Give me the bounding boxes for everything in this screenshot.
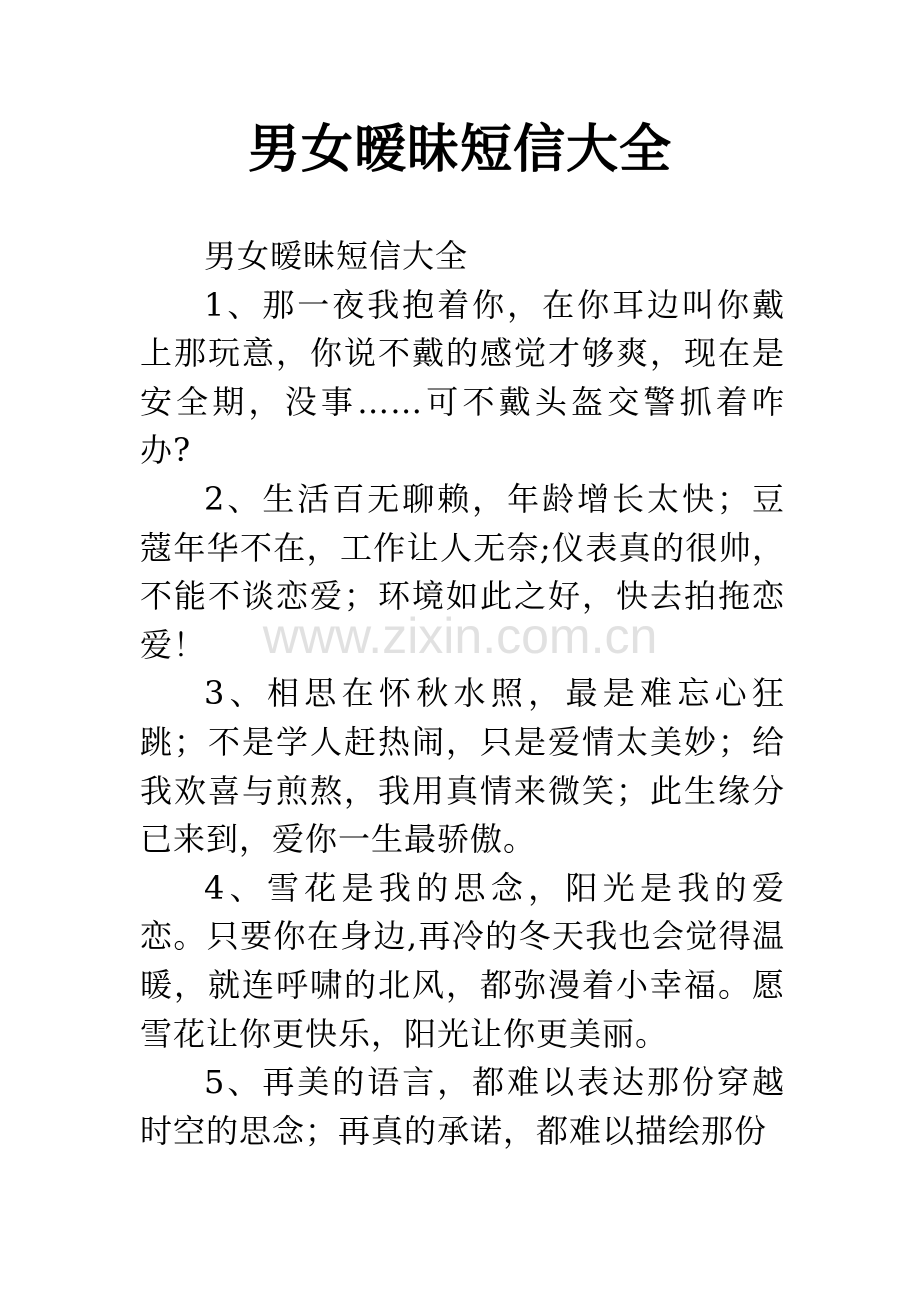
- document-title: 男女暧昧短信大全: [247, 119, 672, 180]
- paragraph-item-3: 3、相思在怀秋水照，最是难忘心狂跳；不是学人赶热闹，只是爱情太美妙；给我欢喜与煎熬，我用真情来微笑；此生缘分已来到，爱你一生最骄傲。: [140, 674, 785, 859]
- watermark: www.zixin.com.cn: [262, 608, 658, 664]
- paragraph-item-4: 4、雪花是我的思念，阳光是我的爱恋。只要你在身边,再冷的冬天我也会觉得温暖，就连呼啸的北风，都弥漫着小幸福。愿雪花让你更快乐，阳光让你更美丽。: [140, 868, 785, 1053]
- paragraph-item-5: 5、再美的语言，都难以表达那份穿越时空的思念；再真的承诺，都难以描绘那份: [140, 1063, 785, 1150]
- paragraph-subtitle: 男女暧昧短信大全: [204, 237, 469, 275]
- document-body: [140, 232, 785, 1155]
- paragraph-item-1: 1、那一夜我抱着你，在你耳边叫你戴上那玩意，你说不戴的感觉才够爽，现在是安全期，没事……可不戴头盔交警抓着咋办?: [140, 285, 785, 470]
- paragraph-item-2: 2、生活百无聊赖，年龄增长太快；豆蔻年华不在，工作让人无奈;仪表真的很帅，不能不谈恋爱；环境如此之好，快去拍拖恋爱！: [140, 479, 785, 664]
